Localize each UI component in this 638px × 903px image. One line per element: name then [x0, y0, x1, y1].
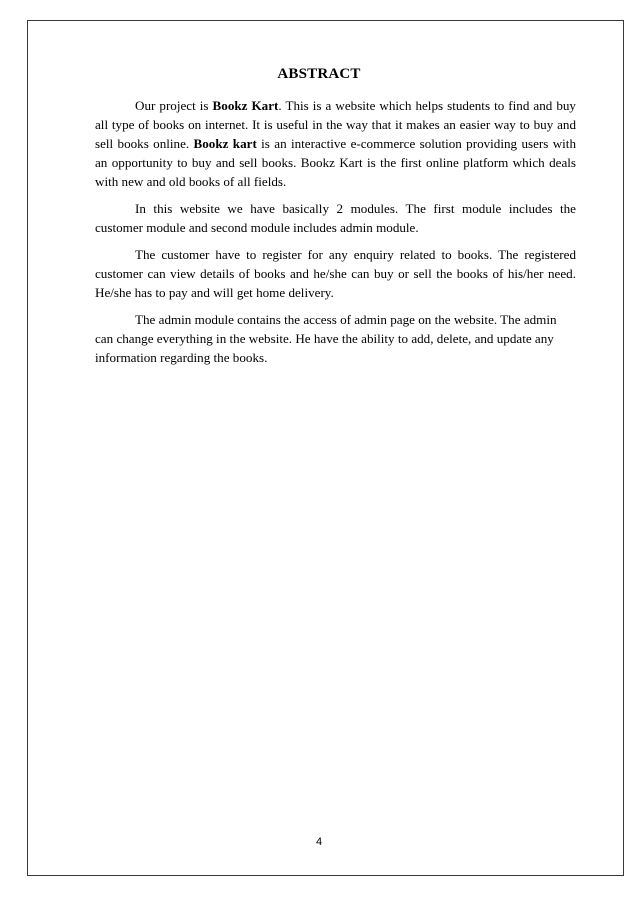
intro-text-3: is an interactive e-commerce solution providing users with an opportunity to buy and sell books. Bookz Kart is the first online platform which deals with new and old books of all fields.: [95, 136, 576, 189]
intro-text-2: . This is a website which helps students to find and buy all type of books on internet. It is useful in the way that it makes an easier way to buy and sell books online.: [95, 98, 576, 151]
product-name-bold: Bookz Kart: [212, 98, 279, 113]
paragraph-customer: The customer have to register for any enquiry related to books. The registered customer can view details of books and he/she can buy or sell the books of his/her need. He/she has to pay and will get home delivery.: [95, 247, 576, 300]
abstract-heading: ABSTRACT: [277, 66, 361, 82]
page-number: 4: [315, 836, 323, 848]
paragraph-intro: [95, 96, 576, 191]
product-name-bold-2: Bookz kart: [193, 136, 257, 151]
paragraph-modules: In this website we have basically 2 modules. The first module includes the customer module and second module includes admin module.: [95, 201, 576, 235]
paragraph-admin: The admin module contains the access of admin page on the website. The admin can change everything in the website. He have the ability to add, delete, and update any information regarding the books.: [95, 312, 557, 365]
intro-text-1: Our project is: [135, 98, 213, 113]
abstract-body: [95, 96, 576, 375]
